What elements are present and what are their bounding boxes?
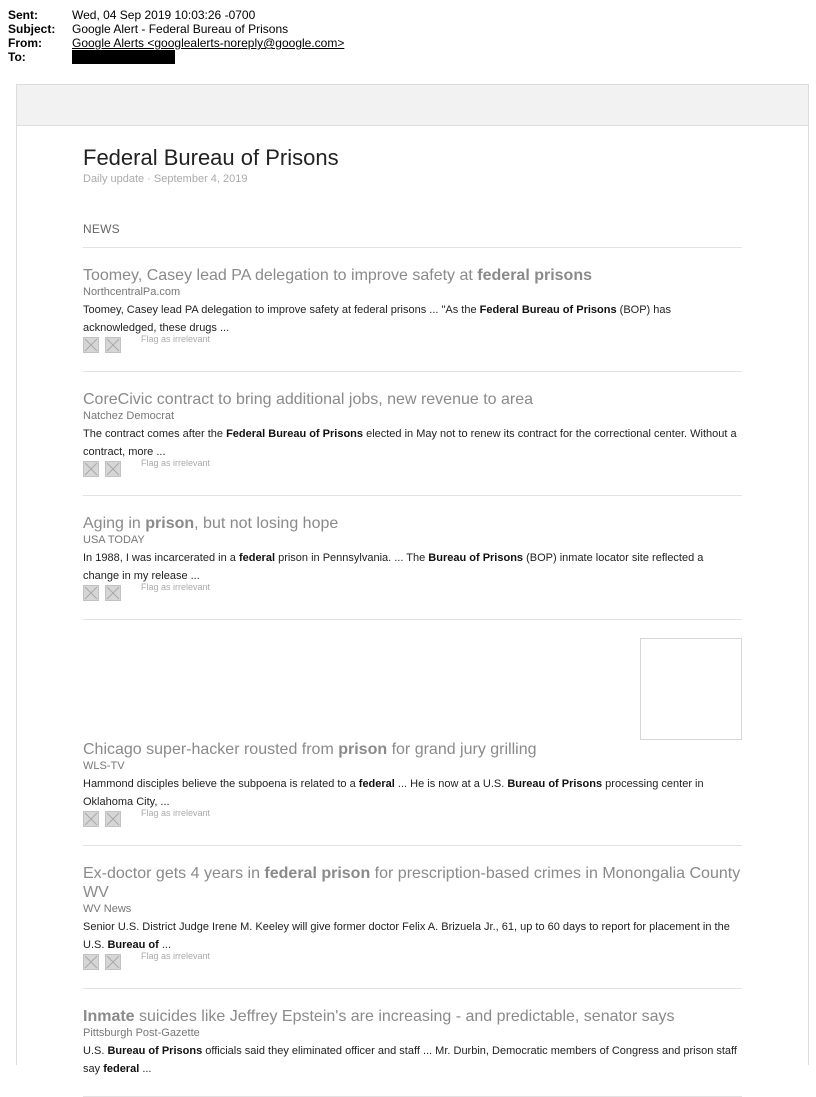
- email-header: [8, 8, 344, 64]
- news-item: [83, 846, 742, 989]
- share-icon-2[interactable]: [105, 811, 121, 827]
- from-label: From:: [8, 36, 42, 50]
- news-item-actions: [83, 953, 742, 970]
- news-item-actions: [83, 336, 742, 353]
- news-item-actions: [83, 460, 742, 477]
- news-item-source: USA TODAY: [83, 534, 145, 546]
- news-item-actions: [83, 584, 742, 601]
- share-icon-2[interactable]: [105, 461, 121, 477]
- news-item: [83, 248, 742, 372]
- news-item-source: Natchez Democrat: [83, 410, 175, 422]
- news-item-snippet: U.S. Bureau of Prisons officials said they eliminated officer and staff ... Mr. Durbin, Democratic members of Congress and prison staff say federal ...: [83, 1045, 737, 1075]
- flag-irrelevant-link[interactable]: Flag as irrelevant: [141, 582, 211, 592]
- news-item-actions: [83, 810, 742, 827]
- sent-value: Wed, 04 Sep 2019 10:03:26 -0700: [72, 8, 256, 22]
- alert-card: [16, 84, 809, 1075]
- image-placeholder: [640, 638, 742, 740]
- news-item-snippet: In 1988, I was incarcerated in a federal prison in Pennsylvania. ... The Bureau of Prisons (BOP) inmate locator site reflected a change in my release ...: [83, 552, 704, 582]
- share-icon-2[interactable]: [105, 954, 121, 970]
- news-item: [83, 372, 742, 496]
- card-header-band: [17, 85, 808, 126]
- subject-row: [8, 22, 344, 36]
- alert-subtitle: Daily update · September 4, 2019: [83, 173, 248, 185]
- sent-row: [8, 8, 344, 22]
- share-icon[interactable]: [83, 461, 99, 477]
- subject-value: Google Alert - Federal Bureau of Prisons: [72, 22, 289, 36]
- news-item-title-link[interactable]: Ex-doctor gets 4 years in federal prison for prescription-based crimes in Monongalia County WV: [83, 865, 741, 901]
- sent-label: Sent:: [8, 8, 38, 22]
- news-item: [83, 989, 742, 1097]
- news-list: [83, 248, 742, 1097]
- news-item-title-link[interactable]: Chicago super-hacker rousted from prison for grand jury grilling: [83, 741, 537, 758]
- share-icon-2[interactable]: [105, 337, 121, 353]
- news-item: [83, 496, 742, 620]
- from-value[interactable]: Google Alerts <googlealerts-noreply@google.com>: [72, 36, 345, 50]
- to-label: To:: [8, 50, 26, 64]
- subject-label: Subject:: [8, 22, 56, 36]
- news-item-snippet: Toomey, Casey lead PA delegation to improve safety at federal prisons ... "As the Federal Bureau of Prisons (BOP) has acknowledged, these drugs ...: [83, 304, 671, 334]
- share-icon-2[interactable]: [105, 585, 121, 601]
- news-item-title-link[interactable]: CoreCivic contract to bring additional jobs, new revenue to area: [83, 391, 534, 408]
- news-item-title-link[interactable]: Toomey, Casey lead PA delegation to improve safety at federal prisons: [83, 267, 592, 284]
- news-item-source: WLS-TV: [83, 760, 125, 772]
- from-row: [8, 36, 344, 50]
- news-item: [83, 638, 742, 846]
- to-row: [8, 50, 344, 64]
- share-icon[interactable]: [83, 954, 99, 970]
- share-icon[interactable]: [83, 585, 99, 601]
- flag-irrelevant-link[interactable]: Flag as irrelevant: [141, 808, 211, 818]
- news-item-title-link[interactable]: Inmate suicides like Jeffrey Epstein's are increasing - and predictable, senator says: [83, 1008, 675, 1025]
- alert-title: Federal Bureau of Prisons: [83, 145, 339, 170]
- news-item-source: NorthcentralPa.com: [83, 286, 181, 298]
- section-label: NEWS: [83, 222, 742, 248]
- news-item-source: Pittsburgh Post-Gazette: [83, 1027, 200, 1039]
- news-item-snippet: Senior U.S. District Judge Irene M. Keeley will give former doctor Felix A. Brizuela Jr., 61, up to 60 days to report for placement in the U.S. Bureau of ...: [83, 921, 730, 951]
- alert-content: [83, 145, 742, 1097]
- flag-irrelevant-link[interactable]: Flag as irrelevant: [141, 458, 211, 468]
- news-item-snippet: The contract comes after the Federal Bureau of Prisons elected in May not to renew its contract for the correctional center. Without a contract, more ...: [83, 428, 737, 458]
- share-icon[interactable]: [83, 811, 99, 827]
- flag-irrelevant-link[interactable]: Flag as irrelevant: [141, 334, 211, 344]
- news-item-source: WV News: [83, 903, 132, 915]
- flag-irrelevant-link[interactable]: Flag as irrelevant: [141, 951, 211, 961]
- redacted-recipient: [72, 50, 175, 64]
- share-icon[interactable]: [83, 337, 99, 353]
- news-item-title-link[interactable]: Aging in prison, but not losing hope: [83, 515, 339, 532]
- news-item-snippet: Hammond disciples believe the subpoena is related to a federal ... He is now at a U.S. Bureau of Prisons processing center in Oklahoma City, ...: [83, 778, 704, 808]
